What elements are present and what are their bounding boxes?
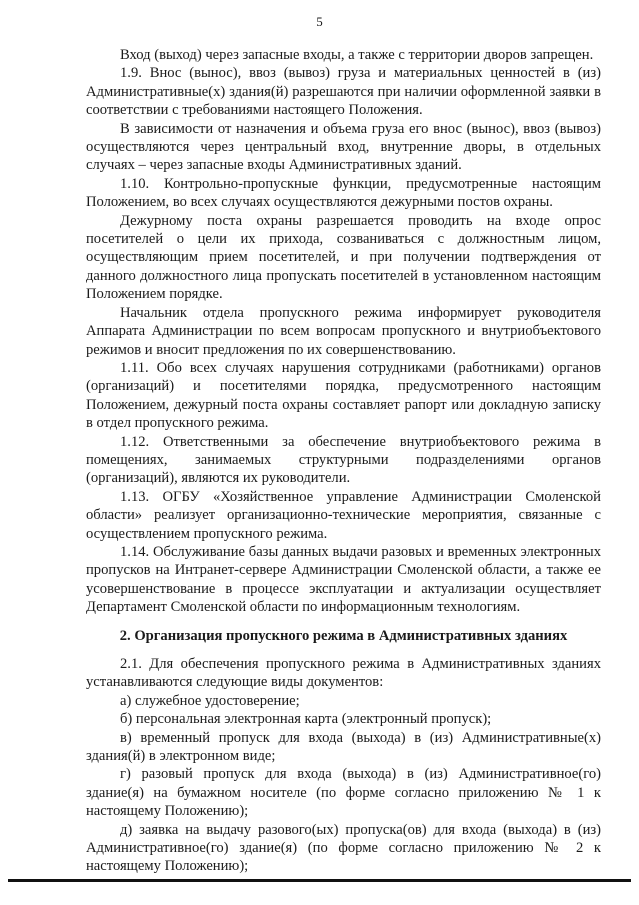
- paragraph-1-14: 1.14. Обслуживание базы данных выдачи разовых и временных электронных пропусков на Интранет-сервере Администрации Смоленской области, а также ее усовершенствование в процессе эксплуатации и актуализации осуществляет Департамент Смоленской области по информационным технологиям.: [86, 543, 601, 616]
- document-body: [86, 46, 601, 876]
- list-item-g: г) разовый пропуск для входа (выхода) в (из) Административное(го) здание(я) на бумажном носителе (по форме согласно приложению № 1 к настоящему Положению);: [86, 766, 601, 820]
- list-item-d: д) заявка на выдачу разового(ых) пропуска(ов) для входа (выхода) в (из) Административное(го) здание(я) (по форме согласно приложению № 2 к настоящему Положению);: [86, 821, 601, 875]
- list-item-a: а) служебное удостоверение;: [120, 692, 300, 709]
- page-number: 5: [316, 14, 323, 29]
- paragraph-1-13: 1.13. ОГБУ «Хозяйственное управление Администрации Смоленской области» реализует организационно-технические мероприятия, связанные с осуществлением пропускного режима.: [86, 488, 601, 542]
- paragraph-1-12: 1.12. Ответственными за обеспечение внутриобъектового режима в помещениях, занимаемых структурными подразделениями органов (организаций), являются их руководители.: [86, 433, 601, 487]
- paragraph-exit-restriction: Вход (выход) через запасные входы, а также с территории дворов запрещен.: [120, 47, 594, 63]
- bottom-border-line: [8, 879, 631, 882]
- list-item-b: б) персональная электронная карта (электронный пропуск);: [120, 711, 492, 728]
- paragraph-1-11: 1.11. Обо всех случаях нарушения сотрудниками (работниками) органов (организаций) и посетителями порядка, предусмотренного настоящим Положением, дежурный поста охраны составляет рапорт или докладную записку в отдел пропускного режима.: [86, 359, 601, 432]
- paragraph-1-9: 1.9. Внос (вынос), ввоз (вывоз) груза и материальных ценностей в (из) Административные(х) здания(й) разрешаются при наличии оформленной заявки в соответствии с требованиями настоящего Положения.: [86, 65, 601, 119]
- paragraph-cargo-route: В зависимости от назначения и объема груза его внос (вынос), ввоз (вывоз) осуществляются через центральный вход, внутренние дворы, в отдельных случаях – через запасные входы Административных зданий.: [86, 120, 601, 174]
- paragraph-2-1: 2.1. Для обеспечения пропускного режима в Административных зданиях устанавливаются следующие виды документов:: [86, 656, 601, 691]
- paragraph-guard-inquiry: Дежурному поста охраны разрешается проводить на входе опрос посетителей о цели их прихода, созваниваться с должностным лицом, осуществляющим прием посетителей, и при получении подтверждения от данного должностного лица пропускать посетителей в установленном настоящим Положением порядке.: [86, 212, 601, 303]
- paragraph-1-10: 1.10. Контрольно-пропускные функции, предусмотренные настоящим Положением, во всех случаях осуществляются дежурными постов охраны.: [86, 175, 601, 211]
- paragraph-department-head: Начальник отдела пропускного режима информирует руководителя Аппарата Администрации по всем вопросам пропускного и внутриобъектового режимов и вносит предложения по их совершенствованию.: [86, 304, 601, 358]
- list-item-v: в) временный пропуск для входа (выхода) в (из) Административные(х) здания(й) в электронном виде;: [86, 729, 601, 765]
- section-2-heading: 2. Организация пропускного режима в Административных зданиях: [119, 627, 568, 644]
